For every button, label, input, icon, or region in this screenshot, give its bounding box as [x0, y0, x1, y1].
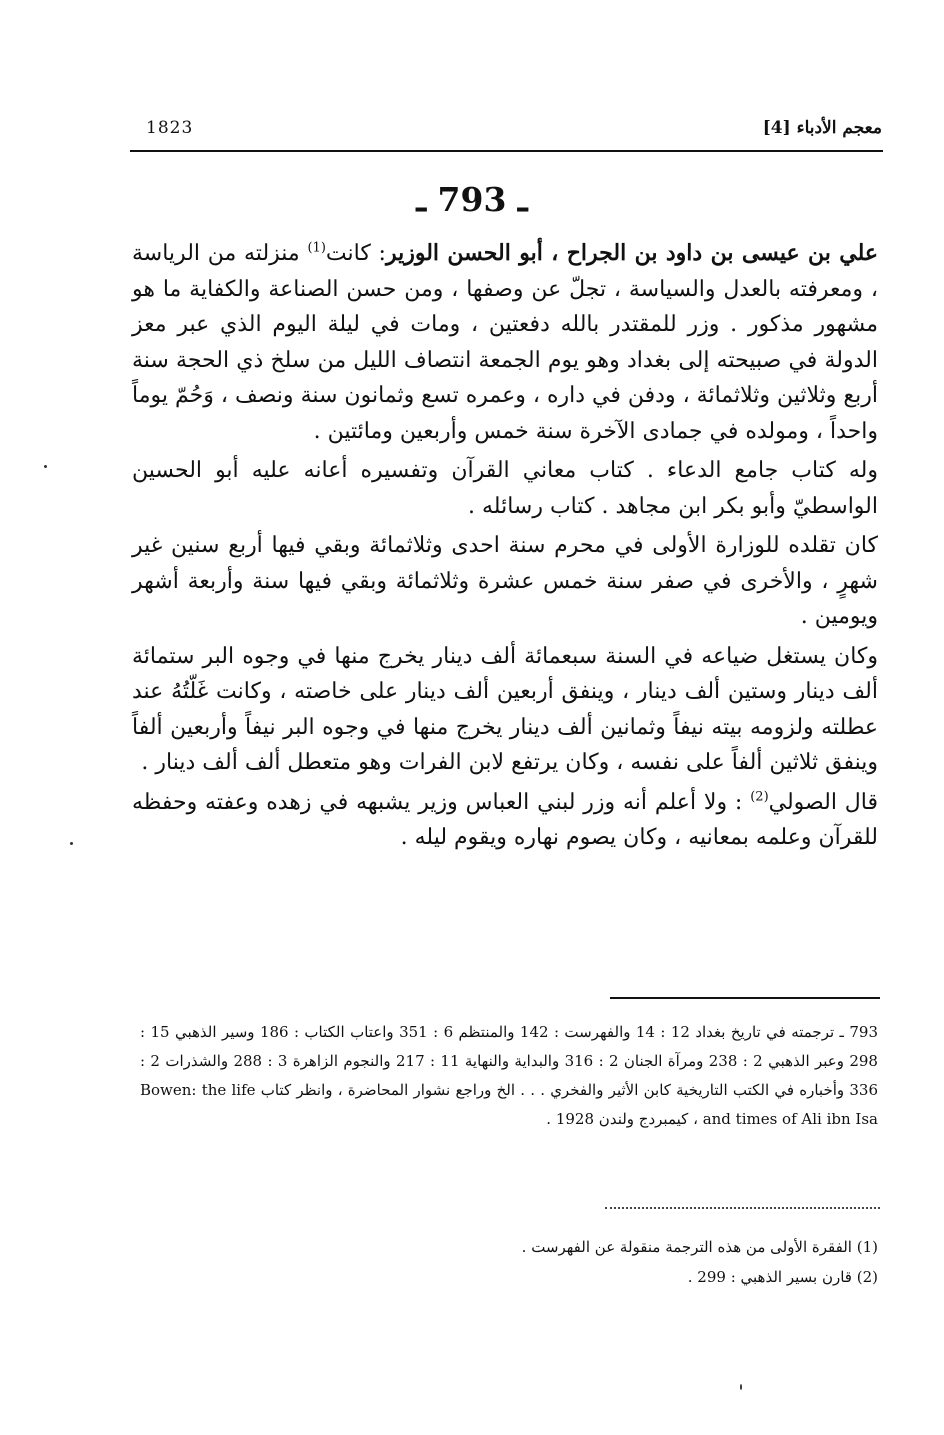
- paragraph-4: وكان يستغل ضياعه في السنة سبعمائة ألف دينار يخرج منها في وجوه البر ستمائة ألف دينار وستين ألف دينار ، وينفق أربعين ألف دينار على خاصته ، وكانت غَلّتُهُ عند عطلته ولزومه بيته نيفاً وثمانين ألف دينار يخرج منها في وجوه البر نيفاً وأربعين ألفاً وينفق ثلاثين ألفاً على نفسه ، وكان يرتفع لابن الفرات وهو متعطل ألف ألف دينار .: [132, 643, 878, 775]
- page-number: 1823: [146, 118, 194, 138]
- footnote-1: (1) الفقرة الأولى من هذه الترجمة منقولة عن الفهرست .: [521, 1238, 878, 1256]
- paragraph-1-text-b: منزلته من الرياسة ، ومعرفته بالعدل والسياسة ، تجلّ عن وصفها ، ومن حسن الصناعة والكفاية ما هو مشهور مذكور . وزر للمقتدر بالله دفعتين ، ومات في ليلة اليوم الذي عبر معز الدولة في صبيحته إلى بغداد وهو يوم الجمعة انتصاف الليل من سلخ ذي الحجة سنة أربع وثلاثين وثلاثمائة ، ودفن في داره ، وعمره تسع وثمانون سنة ونصف ، وَحُمّ يوماً واحداً ، ومولده في جمادى الآخرة سنة خمس وأربعين ومائتين .: [132, 241, 878, 444]
- paragraph-1: [132, 236, 878, 449]
- scan-speck: [70, 842, 73, 845]
- paragraph-1-text-a: : كانت: [325, 241, 386, 266]
- references-divider: [610, 997, 880, 999]
- paragraph-5: [132, 785, 878, 856]
- footnote-ref-1: (1): [307, 240, 326, 256]
- entry-body: [132, 236, 878, 860]
- scan-speck: [740, 1384, 742, 1390]
- entry-number: ـ 793 ـ: [416, 180, 528, 219]
- entry-heading-name: علي بن عيسى بن داود بن الجراح ، أبو الحسن الوزير: [385, 240, 879, 266]
- scan-speck: [44, 465, 47, 468]
- header-divider: [130, 150, 883, 152]
- footnotes-dotted-divider: [605, 1207, 880, 1209]
- footnote-2: (2) قارن بسير الذهبي : 299 .: [687, 1268, 878, 1286]
- paragraph-3: كان تقلده للوزارة الأولى في محرم سنة احدى وثلاثمائة وبقي فيها أربع سنين غير شهرٍ ، والأخرى في صفر سنة خمس عشرة وثلاثمائة وبقي فيها سنة وأربعة أشهر ويومين .: [132, 533, 878, 629]
- footnote-ref-2: (2): [750, 789, 769, 805]
- running-header-book-title: معجم الأدباء [4]: [762, 118, 882, 138]
- paragraph-5-text-a: قال الصولي: [768, 789, 878, 815]
- paragraph-5-text-b: : ولا أعلم أنه وزر لبني العباس وزير يشبهه في زهده وعفته وحفظه للقرآن وعلمه بمعانيه ، وكان يصوم نهاره ويقوم ليله .: [132, 789, 878, 850]
- references-note: 793 ـ ترجمته في تاريخ بغداد 12 : 14 والفهرست : 142 والمنتظم 6 : 351 واعتاب الكتاب : 186 وسير الذهبي 15 : 298 وعبر الذهبي 2 : 238 ومرآة الجنان 2 : 316 والبداية والنهاية 11 : 217 والنجوم الزاهرة 3 : 288 والشذرات 2 : 336 وأخباره في الكتب التاريخية كابن الأثير والفخري . . . الخ وراجع نشوار المحاضرة ، وانظر كتاب Bowen: the life and times of Ali ibn Isa ، كيمبردج ولندن 1928 .: [140, 1023, 878, 1128]
- paragraph-2: وله كتاب جامع الدعاء . كتاب معاني القرآن وتفسيره أعانه عليه أبو الحسين الواسطيّ وأبو بكر ابن مجاهد . كتاب رسائله .: [132, 458, 878, 519]
- footnotes: [440, 1232, 878, 1292]
